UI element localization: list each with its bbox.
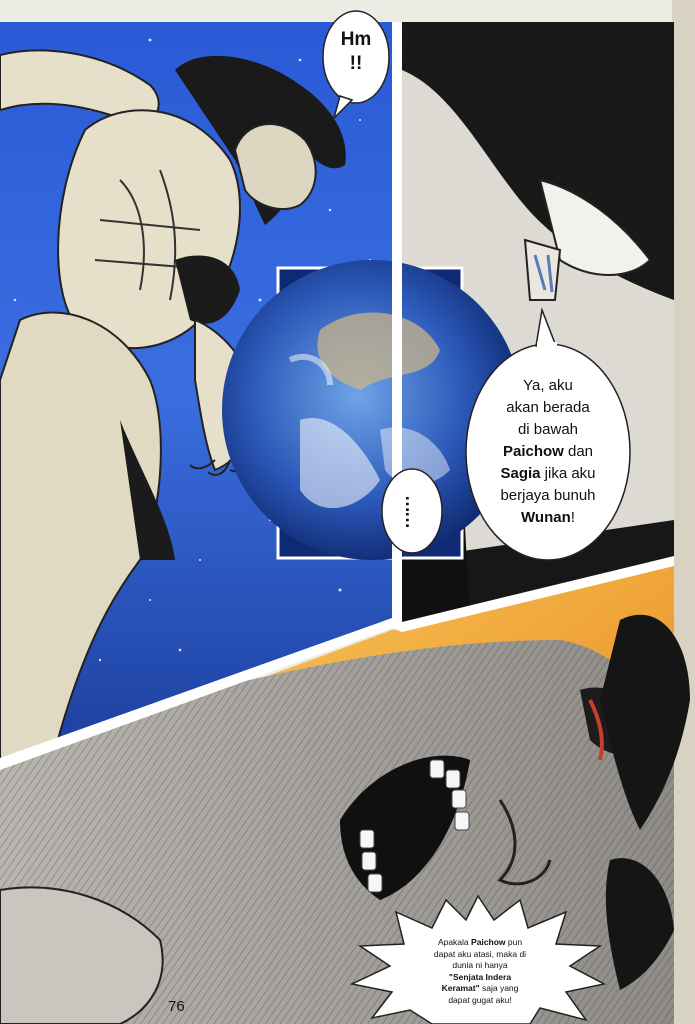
hm-line-2: !! <box>349 53 363 74</box>
speech-line-4-rest: dan <box>563 443 594 460</box>
burst-keramat: Keramat" <box>441 983 480 993</box>
burst-line-2: dapat aku atasi, maka di <box>433 948 527 959</box>
burst-line-1-pre: Apakala <box>437 937 472 947</box>
speech-line-7-rest: ! <box>570 509 575 526</box>
page-number: 76 <box>168 998 185 1015</box>
speech-line-1: Ya, aku <box>523 377 573 394</box>
burst-name-paichow: Paichow <box>471 937 506 947</box>
speech-line-4 <box>476 441 620 463</box>
speech-line-5-rest: jika aku <box>540 465 596 482</box>
burst-line-5 <box>408 983 552 995</box>
speech-line-6: berjaya bunuh <box>500 487 596 504</box>
burst-line-4 <box>408 972 552 984</box>
hm-line-1: Hm <box>340 29 372 50</box>
speech-bubble-text <box>476 375 620 529</box>
burst-line-6: dapat gugat aku! <box>448 994 512 1005</box>
burst-line-1 <box>408 937 552 949</box>
burst-caption-text <box>408 937 552 1006</box>
hm-bubble-text <box>330 28 382 76</box>
burst-line-5-post: saja yang <box>479 983 519 993</box>
speech-line-3: di bawah <box>517 421 579 438</box>
ellipsis-text: …… <box>402 495 422 527</box>
speech-line-2: akan berada <box>506 399 590 416</box>
name-sagia: Sagia <box>500 465 541 482</box>
speech-line-7 <box>476 507 620 529</box>
burst-senjata: "Senjata Indera <box>448 971 512 982</box>
name-paichow: Paichow <box>502 443 564 460</box>
ellipsis-bubble-text <box>397 478 427 544</box>
page-spine <box>672 0 695 1024</box>
speech-line-5 <box>476 463 620 485</box>
burst-line-3: dunia ni hanya <box>452 960 508 970</box>
burst-line-1-post: pun <box>505 937 523 947</box>
name-wunan: Wunan <box>521 509 571 526</box>
